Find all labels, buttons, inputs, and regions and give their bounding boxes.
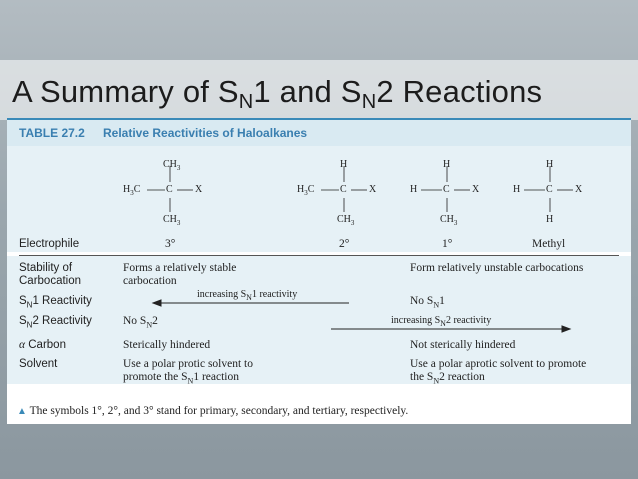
slide-title: A Summary of $S_N1$ and $S_N2$ Reactions (12, 74, 543, 113)
sn1-arrow-head (153, 300, 161, 306)
tertiary-leaving-group: X (195, 184, 203, 195)
tertiary-bottom-group: $CH_3$ (163, 214, 181, 227)
methyl-bottom-group: H (546, 214, 554, 225)
electrophile-secondary: 2° (339, 238, 350, 250)
alpha-carbon-left: Sterically hindered (123, 339, 211, 351)
table-number: TABLE 27.2 (19, 126, 85, 140)
table-caption: Relative Reactivities of Haloalkanes (103, 126, 308, 140)
secondary-left-group: $H_3C$ (297, 184, 315, 197)
tertiary-left-group: $H_3C$ (123, 184, 141, 197)
reactivity-table (7, 118, 631, 424)
tertiary-carbon: C (166, 184, 173, 195)
table-footnote: ▲ The symbols 1°, 2°, and 3° stand for primary, secondary, and tertiary, respectively. (17, 405, 409, 417)
secondary-bottom-group: $CH_3$ (337, 214, 355, 227)
secondary-top-group: H (340, 159, 348, 170)
electrophile-primary: 1° (442, 238, 453, 250)
solvent-right: Use a polar aprotic solvent to promote the $S_N2$ reaction (410, 358, 587, 386)
methyl-leaving-group: X (575, 184, 583, 195)
sn1-arrow-label: increasing $S_N1$ reactivity (197, 289, 298, 302)
sn1-label: $S_N1$ Reactivity (19, 295, 92, 310)
solvent-left: Use a polar protic solvent to promote the $S_N1$ reaction (123, 358, 253, 386)
methyl-left-group: H (513, 184, 521, 195)
primary-leaving-group: X (472, 184, 480, 195)
solvent-label: Solvent (19, 358, 58, 370)
primary-left-group: H (410, 184, 418, 195)
primary-carbon: C (443, 184, 450, 195)
alpha-carbon-right: Not sterically hindered (410, 339, 516, 351)
stability-right: Form relatively unstable carbocations (410, 262, 584, 274)
secondary-carbon: C (340, 184, 347, 195)
sn2-arrow-label: increasing $S_N2$ reactivity (391, 315, 492, 328)
electrophile-methyl: Methyl (532, 238, 566, 250)
methyl-carbon: C (546, 184, 553, 195)
stability-left: Forms a relatively stable carbocation (123, 262, 237, 287)
methyl-top-group: H (546, 159, 554, 170)
electrophile-label: Electrophile (19, 238, 80, 250)
sn2-arrow-head (562, 326, 570, 332)
alpha-carbon-label: α Carbon (19, 339, 66, 351)
sn1-right: No $S_N1$ (410, 295, 445, 310)
electrophile-tertiary: 3° (165, 238, 176, 250)
stability-label: Stability of Carbocation (19, 262, 82, 287)
sn2-left: No $S_N2$ (123, 315, 158, 330)
sn2-label: $S_N2$ Reactivity (19, 315, 92, 330)
triangle-icon: ▲ (17, 406, 27, 417)
primary-top-group: H (443, 159, 451, 170)
secondary-leaving-group: X (369, 184, 377, 195)
tertiary-top-group: $CH_3$ (163, 159, 181, 172)
primary-bottom-group: $CH_3$ (440, 214, 458, 227)
